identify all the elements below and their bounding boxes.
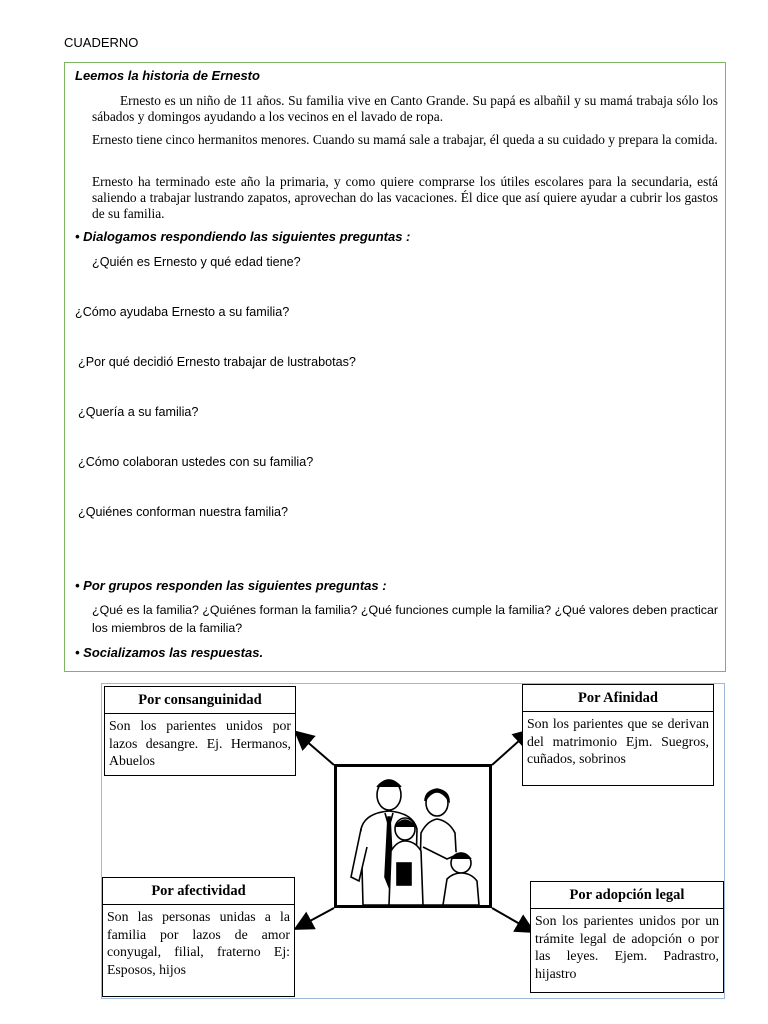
arrow-to-consanguinidad — [297, 733, 334, 765]
category-title: Por adopción legal — [531, 882, 723, 909]
question-4: ¿Quería a su familia? — [78, 405, 199, 419]
category-description: Son los parientes unidos por lazos desangre. Ej. Hermanos, Abuelos — [109, 718, 291, 768]
arrow-to-adopcion — [492, 908, 532, 931]
story-paragraph-3: Ernesto ha terminado este año la primaria, y como quiere comprarse los útiles escolares para la secundaria, está saliendo a trabajar lustrando zapatos, aprovechan do las vacaciones. Él dice que así quiere ayudar a cubrir los gastos de su familia. — [92, 174, 718, 221]
question-6: ¿Quiénes conforman nuestra familia? — [78, 505, 288, 519]
category-description: Son los parientes unidos por un trámite legal de adopción o por las leyes. Ejem. Padrastro, hijastro — [535, 913, 719, 981]
family-illustration — [334, 764, 492, 908]
category-consanguinidad — [104, 686, 296, 776]
socialize-title: • Socializamos las respuestas. — [75, 645, 264, 660]
question-1: ¿Quién es Ernesto y qué edad tiene? — [92, 255, 301, 269]
question-2: ¿Cómo ayudaba Ernesto a su familia? — [75, 305, 290, 319]
question-3: ¿Por qué decidió Ernesto trabajar de lustrabotas? — [78, 355, 356, 369]
category-afinidad — [522, 684, 714, 786]
category-description: Son los parientes que se derivan del matrimonio Ejm. Suegros, cuñados, sobrinos — [527, 716, 709, 766]
category-adopcion-legal — [530, 881, 724, 993]
question-5: ¿Cómo colaboran ustedes con su familia? — [78, 455, 314, 469]
category-description: Son las personas unidas a la familia por lazos de amor conyugal, filial, fraterno Ej: Esposos, hijos — [107, 909, 290, 977]
dialogue-title: • Dialogamos respondiendo las siguientes preguntas : — [75, 229, 411, 244]
notebook-label: CUADERNO — [64, 35, 139, 50]
category-afectividad — [102, 877, 295, 997]
story-paragraph-1: Ernesto es un niño de 11 años. Su familia vive en Canto Grande. Su papá es albañil y su mamá trabaja sólo los sábados y domingos ayudando a los vecinos en el lavado de ropa. — [92, 93, 718, 124]
family-drawing — [337, 767, 489, 905]
groups-title: • Por grupos responden las siguientes preguntas : — [75, 578, 387, 593]
category-title: Por Afinidad — [523, 685, 713, 712]
story-paragraph-2: Ernesto tiene cinco hermanitos menores. Cuando su mamá sale a trabajar, él queda a su cuidado y prepara la comida. — [92, 132, 718, 147]
category-title: Por afectividad — [103, 878, 294, 905]
arrow-to-afectividad — [297, 908, 334, 928]
groups-questions: ¿Qué es la familia? ¿Quiénes forman la familia? ¿Qué funciones cumple la familia? ¿Qué valores deben practicar los miembros de la familia? — [92, 603, 718, 635]
reading-title: Leemos la historia de Ernesto — [75, 68, 260, 83]
category-title: Por consanguinidad — [105, 687, 295, 714]
